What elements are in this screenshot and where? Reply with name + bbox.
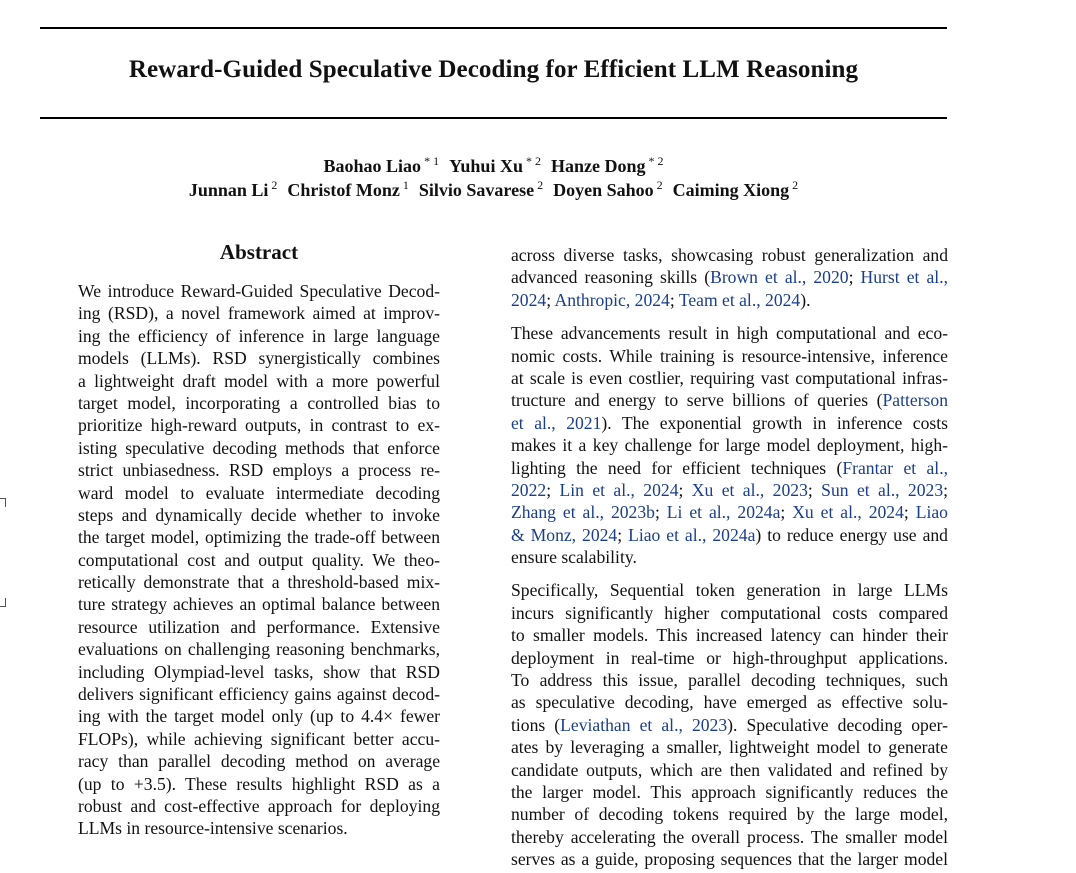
paragraph (511, 579, 948, 870)
abstract-line: robust and cost-effective approach for deploying (78, 795, 440, 816)
abstract-line: a lightweight draft model with a more powerful (78, 370, 440, 391)
citation-link[interactable]: Xu et al., 2023 (691, 479, 808, 500)
author-name: Hanze Dong (550, 156, 646, 176)
text-line (511, 803, 948, 825)
text-segment: as speculative decoding, have emerged as effective solu- (511, 692, 948, 713)
paragraph-gap (511, 311, 948, 322)
abstract-line: target model, incorporating a controlled bias to (78, 392, 440, 413)
author-affiliation: 2 (537, 178, 544, 192)
text-segment: advanced reasoning skills ( (511, 267, 711, 288)
author (553, 180, 663, 201)
author-affiliation: * 2 (648, 154, 664, 168)
citation-link[interactable]: Liao (915, 502, 948, 523)
text-segment: candidate outputs, which are then validated and refined by (511, 759, 948, 780)
author-affiliation: 2 (271, 178, 278, 192)
paper-title: Reward-Guided Speculative Decoding for Efficient LLM Reasoning (128, 56, 859, 83)
text-segment: These advancements result in high computational and eco- (511, 323, 948, 344)
text-segment: To address this issue, parallel decoding techniques, such (511, 670, 948, 691)
abstract-line: (up to +3.5). These results highlight RSD as a (78, 773, 440, 794)
abstract-line: computational cost and output quality. We theo- (78, 549, 440, 570)
text-segment: ; (678, 479, 692, 500)
text-segment: ensure scalability. (511, 547, 637, 568)
citation-link[interactable]: 2022 (511, 479, 547, 500)
abstract-line: resource utilization and performance. Extensive (78, 616, 440, 637)
citation-link[interactable]: et al., 2021 (511, 412, 602, 433)
abstract-line: ing the efficiency of inference in large language (78, 325, 440, 346)
citation-link[interactable]: Li et al., 2024a (666, 502, 781, 523)
abstract-line: prioritize high-reward outputs, in contrast to ex- (78, 415, 440, 436)
text-line (511, 479, 948, 501)
introduction-body (511, 244, 948, 871)
text-line (511, 714, 948, 736)
text-segment: ) to reduce energy use and (755, 524, 948, 545)
author-name: Silvio Savarese (418, 180, 535, 200)
abstract-line: ing with the target model only (up to 4.4× fewer (78, 706, 440, 727)
text-line (511, 647, 948, 669)
author-affiliation: 2 (656, 178, 663, 192)
margin-crop-mark-bottom (0, 598, 6, 607)
abstract-line: delivers significant efficiency gains against decod- (78, 684, 440, 705)
abstract-line: models (LLMs). RSD synergistically combines (78, 348, 440, 369)
abstract-line: ing (RSD), a novel framework aimed at improv- (78, 303, 440, 324)
author-affiliation: * 1 (424, 154, 440, 168)
text-line (511, 669, 948, 691)
paragraph-gap (511, 568, 948, 579)
author-name: Yuhui Xu (449, 156, 523, 176)
text-segment: ; (617, 524, 629, 545)
abstract-line: strict unbiasedness. RSD employs a process re- (78, 460, 440, 481)
text-segment: ; (848, 267, 861, 288)
citation-link[interactable]: Sun et al., 2023 (821, 479, 944, 500)
author-name: Caiming Xiong (672, 180, 790, 200)
text-line (511, 781, 948, 803)
author (449, 156, 541, 177)
text-line (511, 434, 948, 456)
author-list-row-1 (40, 156, 947, 177)
text-segment: deployment in real-time or high-throughput applications. (511, 647, 948, 668)
citation-link[interactable]: Lin et al., 2024 (559, 479, 679, 500)
abstract-line: retically demonstrate that a threshold-based mix- (78, 572, 440, 593)
abstract-line: ture strategy achieves an optimal balance between (78, 594, 440, 615)
citation-link[interactable]: Liao et al., 2024a (628, 524, 756, 545)
text-line (511, 624, 948, 646)
text-segment: ; (654, 502, 667, 523)
author-name: Doyen Sahoo (553, 180, 654, 200)
abstract-line: isting speculative decoding methods that enforce (78, 437, 440, 458)
text-segment: tructure and energy to serve billions of queries ( (511, 390, 883, 411)
author (551, 156, 664, 177)
text-line (511, 289, 948, 311)
top-rule (40, 27, 947, 29)
text-line (511, 322, 948, 344)
author (419, 180, 543, 201)
citation-link[interactable]: Patterson (882, 390, 948, 411)
author-list-row-2 (40, 180, 947, 201)
text-segment: ; (669, 289, 679, 310)
abstract-line: ward model to evaluate intermediate decoding (78, 482, 440, 503)
paragraph (511, 322, 948, 568)
citation-link[interactable]: Anthropic, 2024 (554, 289, 670, 310)
text-line (511, 244, 948, 266)
text-segment: ). Speculative decoding oper- (727, 714, 948, 735)
text-segment: to smaller models. This increased latency can hinder their (511, 625, 948, 646)
text-segment: number of decoding tokens required by the large model, (511, 804, 948, 825)
author-affiliation: 1 (402, 178, 409, 192)
abstract-line: LLMs in resource-intensive scenarios. (78, 818, 348, 839)
text-segment: ates by leveraging a smaller, lightweight model to generate (511, 737, 948, 758)
citation-link[interactable]: Team et al., 2024 (678, 289, 801, 310)
text-segment: serves as a guide, proposing sequences that the larger model (511, 849, 948, 870)
citation-link[interactable]: Leviathan et al., 2023 (560, 714, 728, 735)
abstract-line: FLOPs), while achieving significant better accu- (78, 728, 440, 749)
author (673, 180, 799, 201)
text-segment: ; (807, 479, 822, 500)
author (324, 156, 440, 177)
abstract-line: evaluations on challenging reasoning benchmarks, (78, 639, 440, 660)
margin-crop-mark-top (0, 498, 6, 507)
author (287, 180, 408, 201)
text-line (511, 602, 948, 624)
author (189, 180, 278, 201)
text-line (511, 759, 948, 781)
author-name: Junnan Li (188, 180, 269, 200)
citation-link[interactable]: & Monz, 2024 (511, 524, 618, 545)
text-segment: across diverse tasks, showcasing robust generalization and (511, 245, 948, 265)
text-segment: ; (903, 502, 916, 523)
text-line (511, 501, 948, 523)
text-segment: tions ( (511, 714, 561, 735)
abstract-heading: Abstract (219, 240, 299, 264)
text-segment: ; (546, 479, 560, 500)
author-name: Baohao Liao (323, 156, 422, 176)
text-line (511, 389, 948, 411)
text-line (511, 457, 948, 479)
text-line (511, 546, 948, 568)
text-line (511, 691, 948, 713)
text-segment: the larger model. This approach significantly reduces the (511, 781, 948, 802)
citation-link[interactable]: Xu et al., 2024 (792, 502, 904, 523)
abstract-line: racy than parallel decoding method on average (78, 751, 440, 772)
text-line (511, 345, 948, 367)
text-line (511, 266, 948, 288)
text-line (511, 412, 948, 434)
text-segment: ). The exponential growth in inference costs (601, 412, 948, 433)
author-affiliation: * 2 (525, 154, 541, 168)
text-segment: ; (943, 479, 949, 500)
text-line (511, 736, 948, 758)
text-segment: ; (780, 502, 793, 523)
citation-link[interactable]: 2024 (511, 289, 547, 310)
abstract-line: We introduce Reward-Guided Speculative Decod- (78, 281, 440, 301)
citation-link[interactable]: Frantar et al., (842, 457, 948, 478)
text-line (511, 579, 948, 601)
abstract-line: steps and dynamically decide whether to invoke (78, 504, 440, 525)
abstract-line: the target model, optimizing the trade-off between (78, 527, 440, 548)
text-segment: makes it a key challenge for large model deployment, high- (511, 435, 948, 456)
text-line (511, 524, 948, 546)
text-line (511, 848, 948, 870)
abstract-line: including Olympiad-level tasks, show that RSD (78, 661, 440, 682)
text-segment: lighting the need for efficient techniques ( (511, 457, 843, 478)
text-segment: thereby accelerating the overall process. The smaller model (511, 826, 948, 847)
text-segment: ). (800, 289, 811, 310)
author-affiliation: 2 (792, 178, 799, 192)
text-line (511, 826, 948, 848)
paragraph (511, 244, 948, 311)
citation-link[interactable]: Hurst et al., (860, 267, 948, 288)
bottom-rule (40, 117, 947, 119)
text-segment: ; (546, 289, 555, 310)
author-name: Christof Monz (287, 180, 400, 200)
text-line (511, 367, 948, 389)
abstract-body (78, 280, 440, 840)
citation-link[interactable]: Zhang et al., 2023b (511, 502, 655, 523)
text-segment: incurs significantly higher computational costs compared (511, 602, 948, 623)
citation-link[interactable]: Brown et al., 2020 (710, 267, 849, 288)
text-segment: at scale is even costlier, requiring vast computational infras- (511, 367, 948, 388)
text-segment: nomic costs. While training is resource-intensive, inference (511, 345, 948, 366)
text-segment: Specifically, Sequential token generation in large LLMs (511, 580, 948, 601)
